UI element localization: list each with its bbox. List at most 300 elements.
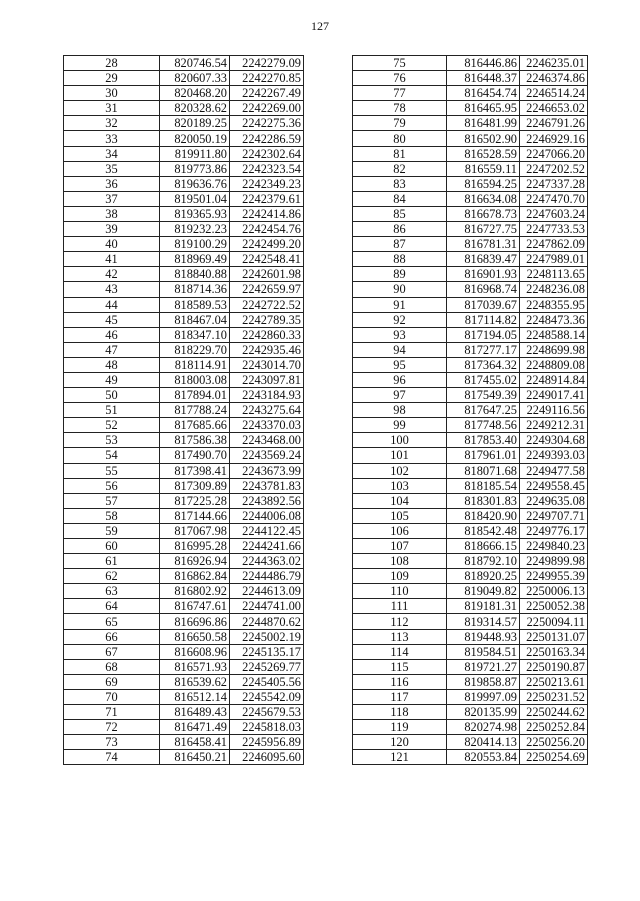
x-coordinate-cell: 816489.43: [160, 705, 230, 720]
point-number-cell: 51: [64, 403, 160, 418]
x-coordinate-cell: 818003.08: [160, 372, 230, 387]
point-number-cell: 119: [353, 720, 447, 735]
x-coordinate-cell: 816465.95: [447, 101, 520, 116]
x-coordinate-cell: 818347.10: [160, 327, 230, 342]
point-number-cell: 109: [353, 569, 447, 584]
point-number-cell: 102: [353, 463, 447, 478]
x-coordinate-cell: 817277.17: [447, 342, 520, 357]
y-coordinate-cell: 2242302.64: [230, 146, 304, 161]
y-coordinate-cell: 2246095.60: [230, 750, 304, 765]
x-coordinate-cell: 819314.57: [447, 614, 520, 629]
point-number-cell: 95: [353, 357, 447, 372]
point-number-cell: 73: [64, 735, 160, 750]
y-coordinate-cell: 2242935.46: [230, 342, 304, 357]
point-number-cell: 37: [64, 191, 160, 206]
table-row: [353, 388, 588, 403]
point-number-cell: 101: [353, 448, 447, 463]
x-coordinate-cell: 819100.29: [160, 237, 230, 252]
point-number-cell: 63: [64, 584, 160, 599]
y-coordinate-cell: 2248699.98: [520, 342, 588, 357]
y-coordinate-cell: 2250244.62: [520, 705, 588, 720]
x-coordinate-cell: 816594.25: [447, 176, 520, 191]
point-number-cell: 58: [64, 508, 160, 523]
table-row: [353, 418, 588, 433]
table-row: [64, 71, 304, 86]
x-coordinate-cell: 820746.54: [160, 56, 230, 71]
x-coordinate-cell: 816781.31: [447, 237, 520, 252]
table-row: [353, 539, 588, 554]
point-number-cell: 116: [353, 674, 447, 689]
point-number-cell: 36: [64, 176, 160, 191]
table-row: [353, 267, 588, 282]
table-row: [64, 282, 304, 297]
point-number-cell: 54: [64, 448, 160, 463]
table-row: [353, 146, 588, 161]
table-row: [353, 750, 588, 765]
table-row: [353, 629, 588, 644]
point-number-cell: 29: [64, 71, 160, 86]
point-number-cell: 59: [64, 523, 160, 538]
y-coordinate-cell: 2243184.93: [230, 388, 304, 403]
y-coordinate-cell: 2248473.36: [520, 312, 588, 327]
table-row: [64, 372, 304, 387]
table-row: [64, 720, 304, 735]
point-number-cell: 85: [353, 206, 447, 221]
y-coordinate-cell: 2244613.09: [230, 584, 304, 599]
y-coordinate-cell: 2242279.09: [230, 56, 304, 71]
x-coordinate-cell: 819365.93: [160, 206, 230, 221]
point-number-cell: 111: [353, 599, 447, 614]
x-coordinate-cell: 818792.10: [447, 554, 520, 569]
x-coordinate-cell: 818229.70: [160, 342, 230, 357]
point-number-cell: 118: [353, 705, 447, 720]
x-coordinate-cell: 818714.36: [160, 282, 230, 297]
table-row: [353, 493, 588, 508]
y-coordinate-cell: 2248914.84: [520, 372, 588, 387]
point-number-cell: 114: [353, 644, 447, 659]
y-coordinate-cell: 2247733.53: [520, 222, 588, 237]
point-number-cell: 78: [353, 101, 447, 116]
point-number-cell: 68: [64, 659, 160, 674]
table-row: [353, 523, 588, 538]
point-number-cell: 65: [64, 614, 160, 629]
x-coordinate-cell: 817225.28: [160, 493, 230, 508]
table-row: [64, 312, 304, 327]
y-coordinate-cell: 2242286.59: [230, 131, 304, 146]
y-coordinate-cell: 2242659.97: [230, 282, 304, 297]
y-coordinate-cell: 2248355.95: [520, 297, 588, 312]
table-row: [64, 101, 304, 116]
y-coordinate-cell: 2243569.24: [230, 448, 304, 463]
y-coordinate-cell: 2249899.98: [520, 554, 588, 569]
point-number-cell: 92: [353, 312, 447, 327]
table-row: [353, 433, 588, 448]
y-coordinate-cell: 2250094.11: [520, 614, 588, 629]
point-number-cell: 45: [64, 312, 160, 327]
table-row: [353, 705, 588, 720]
x-coordinate-cell: 816839.47: [447, 252, 520, 267]
table-row: [353, 554, 588, 569]
point-number-cell: 43: [64, 282, 160, 297]
x-coordinate-cell: 820189.25: [160, 116, 230, 131]
point-number-cell: 64: [64, 599, 160, 614]
x-coordinate-cell: 818542.48: [447, 523, 520, 538]
table-row: [353, 237, 588, 252]
x-coordinate-cell: 816901.93: [447, 267, 520, 282]
point-number-cell: 104: [353, 493, 447, 508]
point-number-cell: 82: [353, 161, 447, 176]
x-coordinate-cell: 816502.90: [447, 131, 520, 146]
y-coordinate-cell: 2250006.13: [520, 584, 588, 599]
table-row: [353, 191, 588, 206]
x-coordinate-cell: 816448.37: [447, 71, 520, 86]
point-number-cell: 76: [353, 71, 447, 86]
y-coordinate-cell: 2244486.79: [230, 569, 304, 584]
table-row: [64, 448, 304, 463]
table-row: [353, 312, 588, 327]
point-number-cell: 88: [353, 252, 447, 267]
y-coordinate-cell: 2242548.41: [230, 252, 304, 267]
table-row: [353, 131, 588, 146]
table-row: [353, 508, 588, 523]
y-coordinate-cell: 2242275.36: [230, 116, 304, 131]
x-coordinate-cell: 816454.74: [447, 86, 520, 101]
x-coordinate-cell: 816650.58: [160, 629, 230, 644]
table-row: [353, 659, 588, 674]
x-coordinate-cell: 817364.32: [447, 357, 520, 372]
y-coordinate-cell: 2249017.41: [520, 388, 588, 403]
point-number-cell: 46: [64, 327, 160, 342]
x-coordinate-cell: 816450.21: [160, 750, 230, 765]
point-number-cell: 115: [353, 659, 447, 674]
coordinate-table-right: [352, 55, 588, 765]
x-coordinate-cell: 818969.49: [160, 252, 230, 267]
table-row: [353, 599, 588, 614]
y-coordinate-cell: 2247603.24: [520, 206, 588, 221]
x-coordinate-cell: 816512.14: [160, 689, 230, 704]
y-coordinate-cell: 2244363.02: [230, 554, 304, 569]
x-coordinate-cell: 816926.94: [160, 554, 230, 569]
y-coordinate-cell: 2243673.99: [230, 463, 304, 478]
x-coordinate-cell: 816968.74: [447, 282, 520, 297]
x-coordinate-cell: 816862.84: [160, 569, 230, 584]
y-coordinate-cell: 2248236.08: [520, 282, 588, 297]
table-row: [64, 750, 304, 765]
x-coordinate-cell: 817961.01: [447, 448, 520, 463]
point-number-cell: 121: [353, 750, 447, 765]
y-coordinate-cell: 2250052.38: [520, 599, 588, 614]
y-coordinate-cell: 2249635.08: [520, 493, 588, 508]
table-row: [64, 629, 304, 644]
point-number-cell: 90: [353, 282, 447, 297]
point-number-cell: 35: [64, 161, 160, 176]
point-number-cell: 69: [64, 674, 160, 689]
y-coordinate-cell: 2250254.69: [520, 750, 588, 765]
x-coordinate-cell: 819448.93: [447, 629, 520, 644]
y-coordinate-cell: 2246791.26: [520, 116, 588, 131]
point-number-cell: 99: [353, 418, 447, 433]
y-coordinate-cell: 2246653.02: [520, 101, 588, 116]
point-number-cell: 39: [64, 222, 160, 237]
point-number-cell: 41: [64, 252, 160, 267]
x-coordinate-cell: 819773.86: [160, 161, 230, 176]
y-coordinate-cell: 2242454.76: [230, 222, 304, 237]
x-coordinate-cell: 818589.53: [160, 297, 230, 312]
table-row: [64, 523, 304, 538]
table-row: [353, 161, 588, 176]
x-coordinate-cell: 819232.23: [160, 222, 230, 237]
table-row: [64, 539, 304, 554]
point-number-cell: 94: [353, 342, 447, 357]
point-number-cell: 91: [353, 297, 447, 312]
y-coordinate-cell: 2243892.56: [230, 493, 304, 508]
x-coordinate-cell: 818666.15: [447, 539, 520, 554]
y-coordinate-cell: 2242379.61: [230, 191, 304, 206]
table-row: [353, 689, 588, 704]
table-row: [64, 267, 304, 282]
table-row: [64, 674, 304, 689]
point-number-cell: 33: [64, 131, 160, 146]
table-row: [64, 297, 304, 312]
x-coordinate-cell: 816471.49: [160, 720, 230, 735]
point-number-cell: 80: [353, 131, 447, 146]
x-coordinate-cell: 819636.76: [160, 176, 230, 191]
point-number-cell: 84: [353, 191, 447, 206]
table-row: [353, 206, 588, 221]
point-number-cell: 97: [353, 388, 447, 403]
point-number-cell: 50: [64, 388, 160, 403]
page-number: 127: [311, 19, 329, 33]
y-coordinate-cell: 2249840.23: [520, 539, 588, 554]
point-number-cell: 61: [64, 554, 160, 569]
table-row: [64, 146, 304, 161]
y-coordinate-cell: 2245269.77: [230, 659, 304, 674]
point-number-cell: 120: [353, 735, 447, 750]
table-row: [353, 403, 588, 418]
table-row: [64, 584, 304, 599]
y-coordinate-cell: 2243275.64: [230, 403, 304, 418]
y-coordinate-cell: 2249212.31: [520, 418, 588, 433]
table-row: [64, 388, 304, 403]
table-row: [64, 342, 304, 357]
x-coordinate-cell: 816571.93: [160, 659, 230, 674]
y-coordinate-cell: 2250256.20: [520, 735, 588, 750]
y-coordinate-cell: 2249558.45: [520, 478, 588, 493]
point-number-cell: 30: [64, 86, 160, 101]
point-number-cell: 107: [353, 539, 447, 554]
y-coordinate-cell: 2244122.45: [230, 523, 304, 538]
table-row: [64, 116, 304, 131]
y-coordinate-cell: 2245405.56: [230, 674, 304, 689]
y-coordinate-cell: 2249955.39: [520, 569, 588, 584]
table-row: [64, 418, 304, 433]
x-coordinate-cell: 820414.13: [447, 735, 520, 750]
y-coordinate-cell: 2250190.87: [520, 659, 588, 674]
x-coordinate-cell: 816747.61: [160, 599, 230, 614]
table-row: [353, 176, 588, 191]
point-number-cell: 62: [64, 569, 160, 584]
x-coordinate-cell: 820553.84: [447, 750, 520, 765]
y-coordinate-cell: 2247470.70: [520, 191, 588, 206]
table-row: [353, 674, 588, 689]
x-coordinate-cell: 818071.68: [447, 463, 520, 478]
table-row: [353, 327, 588, 342]
point-number-cell: 86: [353, 222, 447, 237]
x-coordinate-cell: 819049.82: [447, 584, 520, 599]
y-coordinate-cell: 2243468.00: [230, 433, 304, 448]
point-number-cell: 70: [64, 689, 160, 704]
point-number-cell: 98: [353, 403, 447, 418]
x-coordinate-cell: 817853.40: [447, 433, 520, 448]
table-row: [353, 56, 588, 71]
table-row: [64, 478, 304, 493]
y-coordinate-cell: 2243014.70: [230, 357, 304, 372]
table-row: [64, 222, 304, 237]
table-row: [64, 161, 304, 176]
y-coordinate-cell: 2242267.49: [230, 86, 304, 101]
y-coordinate-cell: 2248809.08: [520, 357, 588, 372]
table-row: [353, 448, 588, 463]
x-coordinate-cell: 819911.80: [160, 146, 230, 161]
x-coordinate-cell: 818467.04: [160, 312, 230, 327]
table-body: [64, 56, 304, 765]
y-coordinate-cell: 2247202.52: [520, 161, 588, 176]
table-row: [64, 56, 304, 71]
y-coordinate-cell: 2246514.24: [520, 86, 588, 101]
point-number-cell: 52: [64, 418, 160, 433]
coordinate-table-left: [63, 55, 304, 765]
x-coordinate-cell: 816696.86: [160, 614, 230, 629]
point-number-cell: 89: [353, 267, 447, 282]
y-coordinate-cell: 2243097.81: [230, 372, 304, 387]
y-coordinate-cell: 2242601.98: [230, 267, 304, 282]
point-number-cell: 79: [353, 116, 447, 131]
x-coordinate-cell: 816458.41: [160, 735, 230, 750]
y-coordinate-cell: 2249393.03: [520, 448, 588, 463]
x-coordinate-cell: 817647.25: [447, 403, 520, 418]
y-coordinate-cell: 2249304.68: [520, 433, 588, 448]
point-number-cell: 93: [353, 327, 447, 342]
table-row: [353, 101, 588, 116]
y-coordinate-cell: 2243781.83: [230, 478, 304, 493]
table-row: [353, 569, 588, 584]
x-coordinate-cell: 817144.66: [160, 508, 230, 523]
point-number-cell: 28: [64, 56, 160, 71]
y-coordinate-cell: 2248113.65: [520, 267, 588, 282]
x-coordinate-cell: 817309.89: [160, 478, 230, 493]
x-coordinate-cell: 817490.70: [160, 448, 230, 463]
point-number-cell: 44: [64, 297, 160, 312]
table-row: [64, 735, 304, 750]
table-row: [353, 584, 588, 599]
table-row: [353, 614, 588, 629]
x-coordinate-cell: 819584.51: [447, 644, 520, 659]
y-coordinate-cell: 2242414.86: [230, 206, 304, 221]
x-coordinate-cell: 817398.41: [160, 463, 230, 478]
x-coordinate-cell: 817748.56: [447, 418, 520, 433]
table-row: [353, 252, 588, 267]
x-coordinate-cell: 816481.99: [447, 116, 520, 131]
table-row: [64, 131, 304, 146]
point-number-cell: 81: [353, 146, 447, 161]
y-coordinate-cell: 2246929.16: [520, 131, 588, 146]
point-number-cell: 42: [64, 267, 160, 282]
x-coordinate-cell: 817194.05: [447, 327, 520, 342]
table-row: [64, 252, 304, 267]
x-coordinate-cell: 817549.39: [447, 388, 520, 403]
point-number-cell: 108: [353, 554, 447, 569]
y-coordinate-cell: 2247862.09: [520, 237, 588, 252]
y-coordinate-cell: 2245956.89: [230, 735, 304, 750]
point-number-cell: 60: [64, 539, 160, 554]
table-row: [353, 463, 588, 478]
table-body: [353, 56, 588, 765]
table-row: [64, 599, 304, 614]
point-number-cell: 48: [64, 357, 160, 372]
point-number-cell: 34: [64, 146, 160, 161]
x-coordinate-cell: 818420.90: [447, 508, 520, 523]
point-number-cell: 57: [64, 493, 160, 508]
y-coordinate-cell: 2249116.56: [520, 403, 588, 418]
x-coordinate-cell: 816634.08: [447, 191, 520, 206]
table-row: [353, 735, 588, 750]
table-row: [64, 659, 304, 674]
y-coordinate-cell: 2243370.03: [230, 418, 304, 433]
x-coordinate-cell: 818301.83: [447, 493, 520, 508]
x-coordinate-cell: 817039.67: [447, 297, 520, 312]
table-row: [64, 614, 304, 629]
table-row: [64, 403, 304, 418]
x-coordinate-cell: 819997.09: [447, 689, 520, 704]
x-coordinate-cell: 820135.99: [447, 705, 520, 720]
table-row: [353, 357, 588, 372]
point-number-cell: 112: [353, 614, 447, 629]
point-number-cell: 38: [64, 206, 160, 221]
point-number-cell: 105: [353, 508, 447, 523]
y-coordinate-cell: 2242789.35: [230, 312, 304, 327]
x-coordinate-cell: 819721.27: [447, 659, 520, 674]
y-coordinate-cell: 2245002.19: [230, 629, 304, 644]
table-row: [64, 327, 304, 342]
table-row: [353, 86, 588, 101]
x-coordinate-cell: 819858.87: [447, 674, 520, 689]
y-coordinate-cell: 2246235.01: [520, 56, 588, 71]
y-coordinate-cell: 2247989.01: [520, 252, 588, 267]
y-coordinate-cell: 2247066.20: [520, 146, 588, 161]
table-row: [353, 342, 588, 357]
table-row: [64, 191, 304, 206]
y-coordinate-cell: 2242323.54: [230, 161, 304, 176]
y-coordinate-cell: 2249477.58: [520, 463, 588, 478]
point-number-cell: 47: [64, 342, 160, 357]
point-number-cell: 32: [64, 116, 160, 131]
y-coordinate-cell: 2247337.28: [520, 176, 588, 191]
y-coordinate-cell: 2250213.61: [520, 674, 588, 689]
table-row: [64, 463, 304, 478]
point-number-cell: 106: [353, 523, 447, 538]
y-coordinate-cell: 2245818.03: [230, 720, 304, 735]
table-row: [353, 720, 588, 735]
x-coordinate-cell: 816559.11: [447, 161, 520, 176]
point-number-cell: 100: [353, 433, 447, 448]
x-coordinate-cell: 817894.01: [160, 388, 230, 403]
point-number-cell: 31: [64, 101, 160, 116]
x-coordinate-cell: 819501.04: [160, 191, 230, 206]
x-coordinate-cell: 820468.20: [160, 86, 230, 101]
table-row: [353, 644, 588, 659]
x-coordinate-cell: 820607.33: [160, 71, 230, 86]
point-number-cell: 72: [64, 720, 160, 735]
